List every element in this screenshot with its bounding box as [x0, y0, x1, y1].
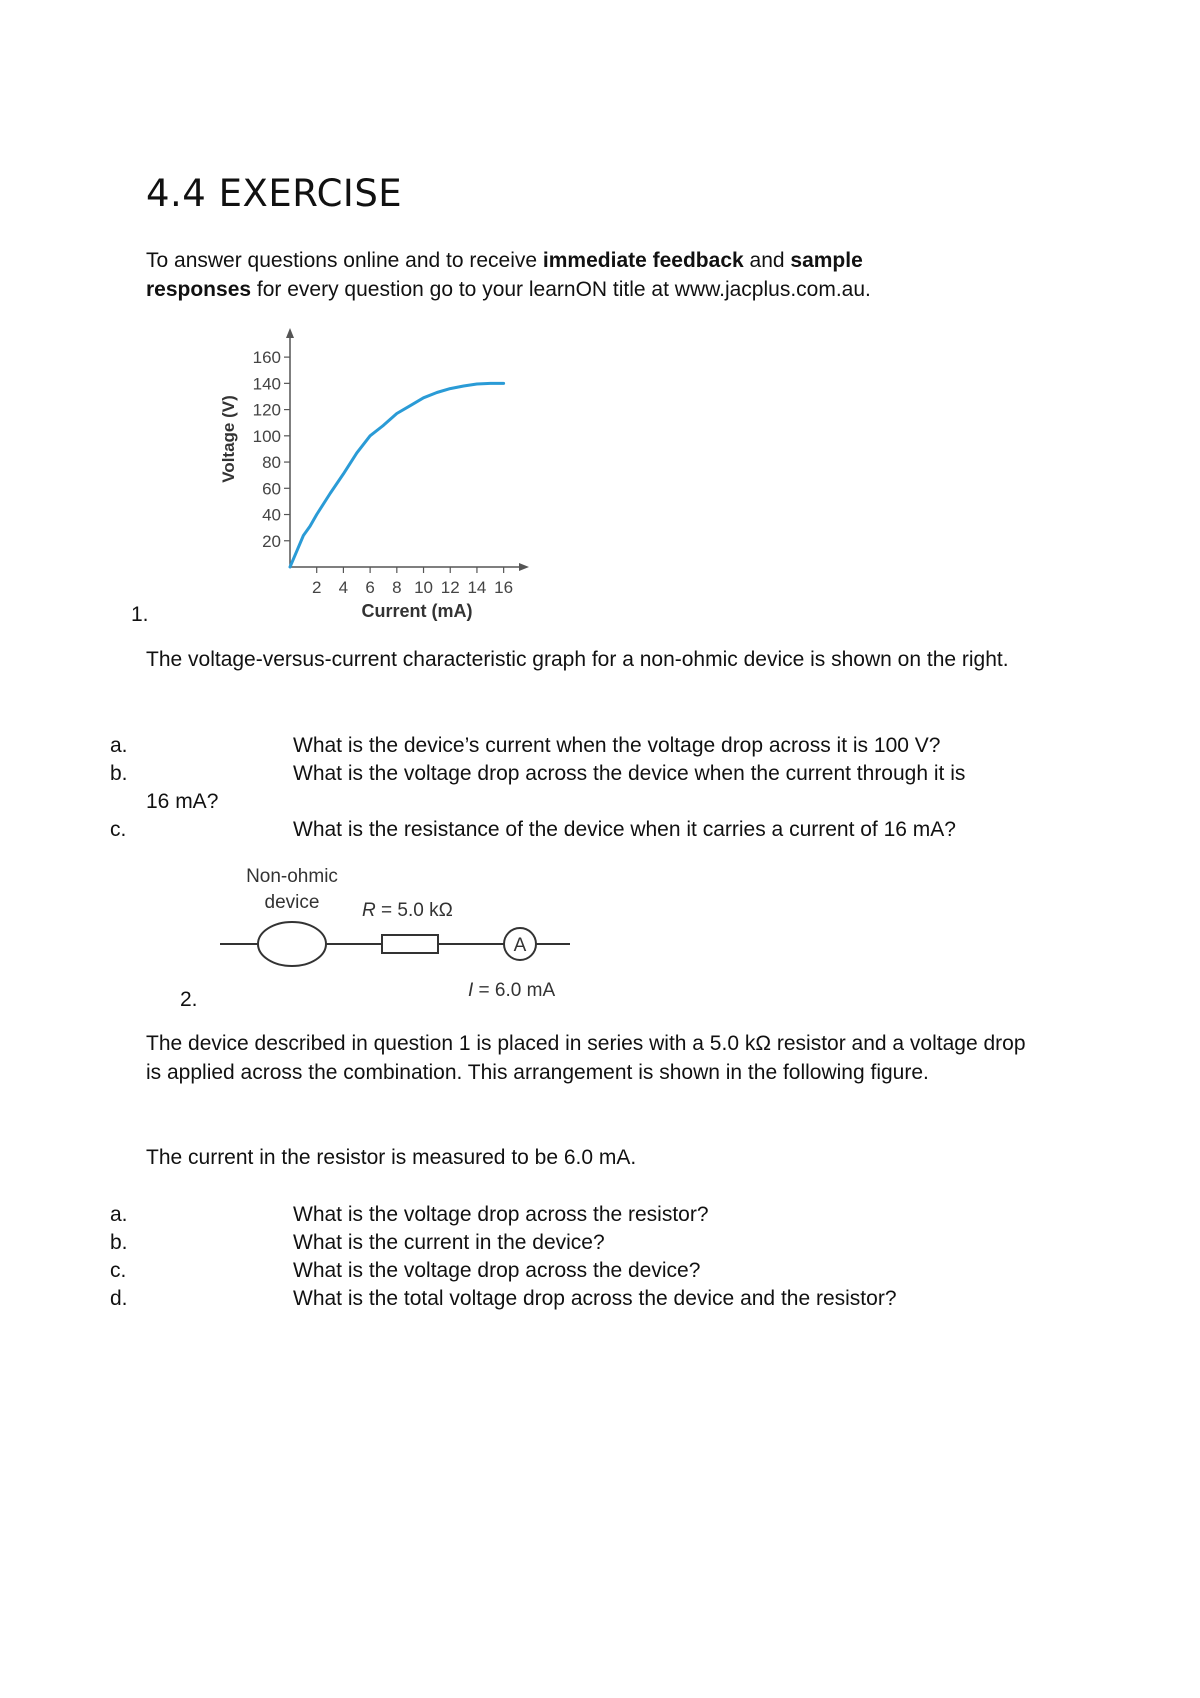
q2-option-d-text: What is the total voltage drop across the device and the resistor?	[293, 1287, 897, 1310]
y-axis-arrow	[286, 328, 294, 338]
page-title: 4.4 EXERCISE	[146, 172, 403, 215]
intro-text-1: To answer questions online and to receive	[146, 249, 543, 272]
question-2-text-2: The current in the resistor is measured to be 6.0 mA.	[146, 1146, 637, 1169]
resistor-symbol	[382, 935, 438, 953]
resistor-label	[362, 900, 453, 921]
x-tick-label: 2	[311, 578, 322, 597]
q1-option-b-continuation: 16 mA?	[146, 790, 219, 813]
x-tick-label: 8	[392, 578, 402, 597]
intro-bold-2: sample	[790, 249, 863, 272]
question-1-number: 1.	[131, 603, 149, 626]
q2-option-d-letter: d.	[110, 1287, 128, 1310]
x-axis-arrow	[519, 563, 529, 571]
y-tick-label: 20	[262, 531, 281, 551]
series-line-voltage	[290, 383, 504, 567]
current-label	[468, 980, 555, 1000]
voltage-current-chart	[200, 320, 560, 630]
current-label-var: I	[468, 980, 474, 1000]
x-tick-label: 14	[467, 578, 487, 597]
chart-plot-area	[253, 328, 529, 597]
y-tick-label: 60	[262, 479, 281, 499]
x-tick-label: 16	[494, 578, 514, 597]
q1-option-a-text: What is the device’s current when the voltage drop across it is 100 V?	[293, 734, 941, 757]
q1-option-b-letter: b.	[110, 762, 128, 785]
x-tick-label: 6	[365, 578, 375, 597]
y-tick-label: 100	[252, 426, 281, 446]
q1-option-c-letter: c.	[110, 818, 127, 841]
non-ohmic-device-symbol	[258, 922, 326, 966]
q1-option-b-text: What is the voltage drop across the device when the current through it is	[293, 762, 966, 785]
y-tick-label: 140	[252, 374, 281, 394]
y-tick-label: 120	[252, 400, 281, 420]
q2-option-c-text: What is the voltage drop across the device?	[293, 1259, 701, 1282]
q2-option-b-text: What is the current in the device?	[293, 1231, 605, 1254]
x-tick-label: 4	[338, 578, 349, 597]
q2-option-a-text: What is the voltage drop across the resistor?	[293, 1203, 709, 1226]
x-axis-label: Current (mA)	[361, 601, 473, 621]
resistor-label-var: R	[362, 900, 376, 921]
question-2-text: The device described in question 1 is placed in series with a 5.0 kΩ resistor and a voltage drop is applied across the combination. This arrangement is shown in the following figure.	[146, 1032, 1026, 1084]
x-tick-label: 10	[414, 578, 433, 597]
series-circuit-diagram	[210, 860, 580, 1000]
device-label-line2: device	[264, 892, 320, 913]
y-tick-label: 160	[252, 348, 281, 368]
device-label-line1: Non-ohmic	[246, 866, 338, 887]
current-label-value: = 6.0 mA	[473, 980, 556, 1000]
q2-option-a-letter: a.	[110, 1203, 128, 1226]
q2-option-b-letter: b.	[110, 1231, 128, 1254]
question-2-number: 2.	[180, 988, 198, 1011]
x-tick-label: 12	[440, 578, 460, 597]
intro-text-2: and	[743, 249, 791, 272]
intro-bold-1: immediate feedback	[542, 249, 744, 272]
q1-option-a-letter: a.	[110, 734, 128, 757]
y-tick-label: 80	[262, 453, 281, 473]
intro-text-3: for every question go to your learnON title at www.jacplus.com.au.	[251, 278, 871, 301]
resistor-label-value: = 5.0 kΩ	[375, 900, 453, 921]
intro-bold-3: responses	[146, 278, 252, 301]
ammeter-letter: A	[513, 935, 527, 956]
y-axis-label: Voltage (V)	[219, 395, 238, 483]
intro-paragraph	[146, 246, 1066, 304]
q2-option-c-letter: c.	[110, 1259, 127, 1282]
y-tick-label: 40	[262, 505, 281, 525]
question-1-text: The voltage-versus-current characteristic graph for a non-ohmic device is shown on the right.	[146, 648, 1009, 671]
q1-option-c-text: What is the resistance of the device when it carries a current of 16 mA?	[293, 818, 956, 841]
